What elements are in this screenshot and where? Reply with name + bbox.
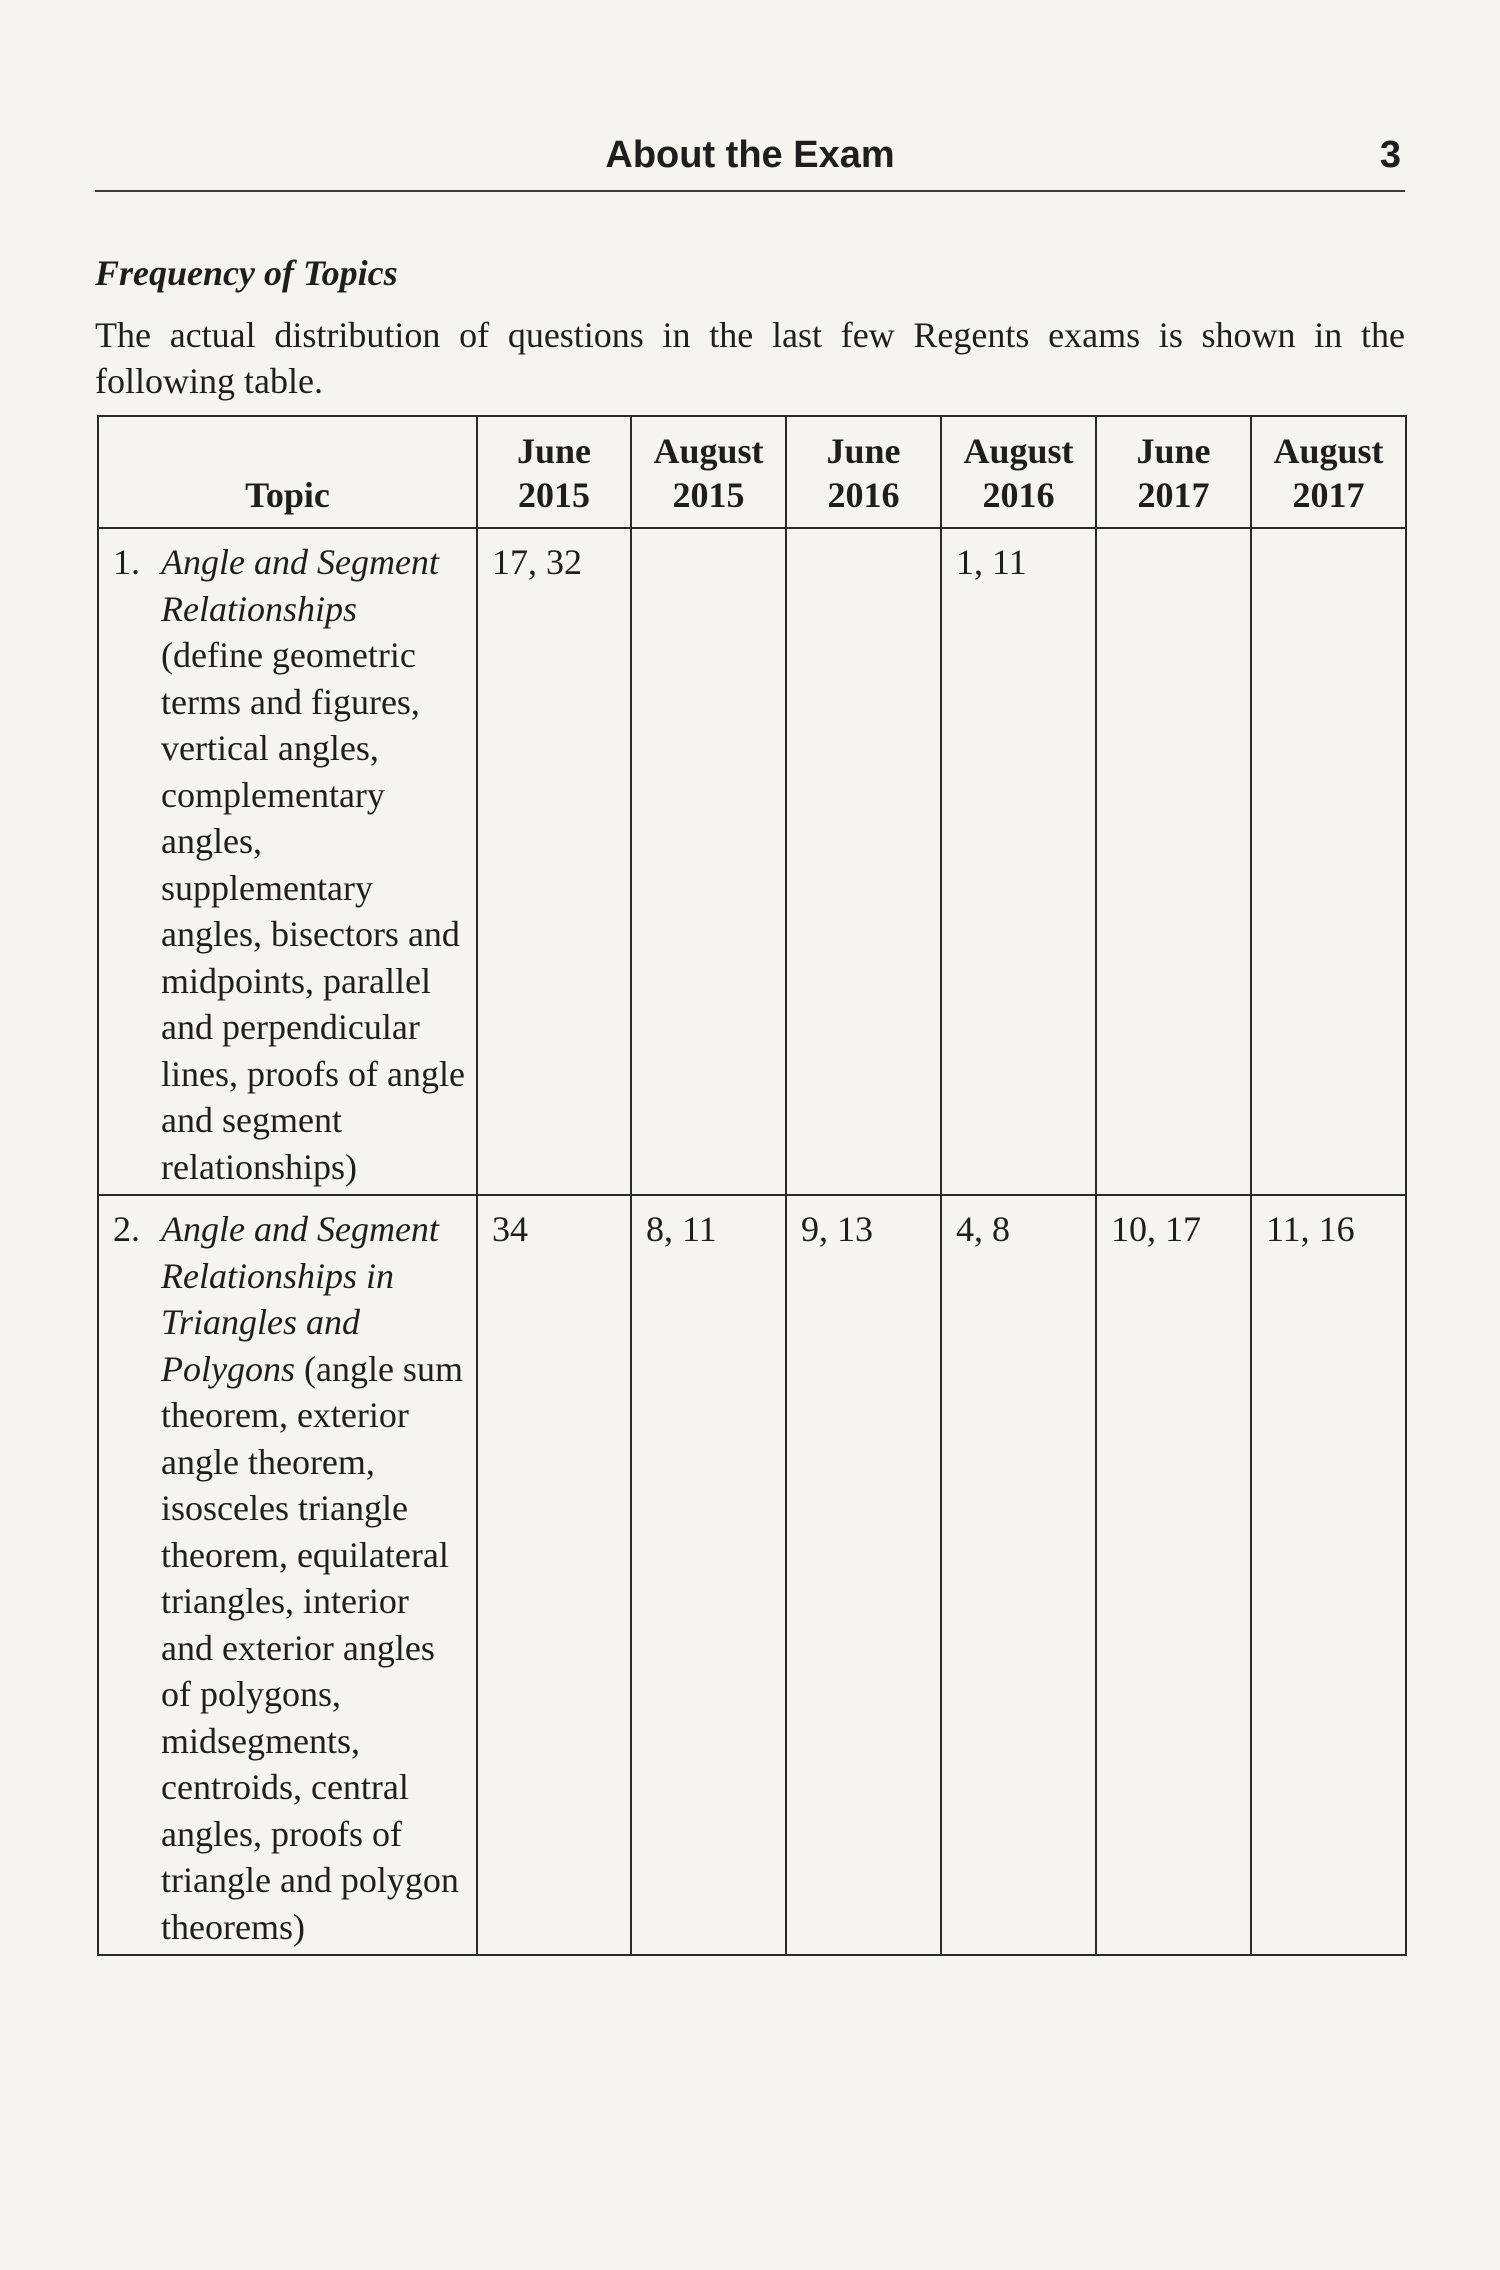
exam-month: June bbox=[516, 431, 592, 471]
section-title: Frequency of Topics bbox=[95, 253, 398, 293]
exam-column-header bbox=[1251, 416, 1406, 528]
topic-header-label: Topic bbox=[245, 475, 330, 515]
exam-month: June bbox=[826, 431, 901, 471]
exam-year: 2017 bbox=[1137, 475, 1210, 515]
question-numbers: 11, 16 bbox=[1251, 1195, 1406, 1955]
exam-month: August bbox=[1273, 431, 1384, 471]
question-numbers: 17, 32 bbox=[477, 528, 631, 1195]
question-numbers: 4, 8 bbox=[941, 1195, 1096, 1955]
question-numbers: 1, 11 bbox=[941, 528, 1096, 1195]
topic-cell bbox=[98, 1195, 477, 1955]
topic-name: Angle and Segment Relationships bbox=[161, 542, 439, 629]
topic-column-header bbox=[98, 416, 477, 528]
question-numbers bbox=[1096, 528, 1251, 1195]
exam-year: 2017 bbox=[1292, 475, 1365, 515]
frequency-table bbox=[97, 415, 1407, 1956]
exam-column-header bbox=[1096, 416, 1251, 528]
question-numbers bbox=[631, 528, 786, 1195]
topic-description: (define geometric terms and figures, vertical angles, complementary angles, supplementary angles, bisectors and midpoints, parallel and perpendicular lines, proofs of angle and segment relationships) bbox=[161, 635, 465, 1187]
exam-year: 2016 bbox=[982, 475, 1055, 515]
running-title: About the Exam bbox=[605, 134, 895, 176]
exam-month: August bbox=[963, 431, 1074, 471]
question-numbers: 9, 13 bbox=[786, 1195, 941, 1955]
exam-column-header bbox=[631, 416, 786, 528]
exam-month: June bbox=[1136, 431, 1211, 471]
exam-year: 2015 bbox=[518, 475, 590, 515]
table-row bbox=[98, 1195, 1406, 1955]
question-numbers: 10, 17 bbox=[1096, 1195, 1251, 1955]
topic-description: (angle sum theorem, exterior angle theorem, isosceles triangle theorem, equilateral triangles, interior and exterior angles of polygons, midsegments, centroids, central angles, proofs of triangle and polygon theorems) bbox=[161, 1348, 463, 1947]
question-numbers bbox=[1251, 528, 1406, 1195]
exam-column-header bbox=[786, 416, 941, 528]
exam-column-header bbox=[477, 416, 631, 528]
question-numbers bbox=[786, 528, 941, 1195]
exam-year: 2016 bbox=[827, 475, 900, 515]
exam-month: August bbox=[653, 431, 764, 471]
table-row bbox=[98, 528, 1406, 1195]
topic-name: Angle and Segment Relationships in Triangles and Polygons bbox=[161, 1209, 439, 1389]
topic-cell bbox=[98, 528, 477, 1195]
question-numbers: 8, 11 bbox=[631, 1195, 786, 1955]
running-head bbox=[95, 130, 1405, 192]
question-numbers: 34 bbox=[477, 1195, 631, 1955]
intro-paragraph: The actual distribution of questions in the last few Regents exams is shown in the following table. bbox=[95, 315, 1405, 401]
page-number: 3 bbox=[1379, 134, 1401, 176]
topic-number: 2. bbox=[113, 1209, 140, 1249]
topic-number: 1. bbox=[113, 542, 140, 582]
exam-column-header bbox=[941, 416, 1096, 528]
table-header-row bbox=[98, 416, 1406, 528]
exam-year: 2015 bbox=[672, 475, 745, 515]
